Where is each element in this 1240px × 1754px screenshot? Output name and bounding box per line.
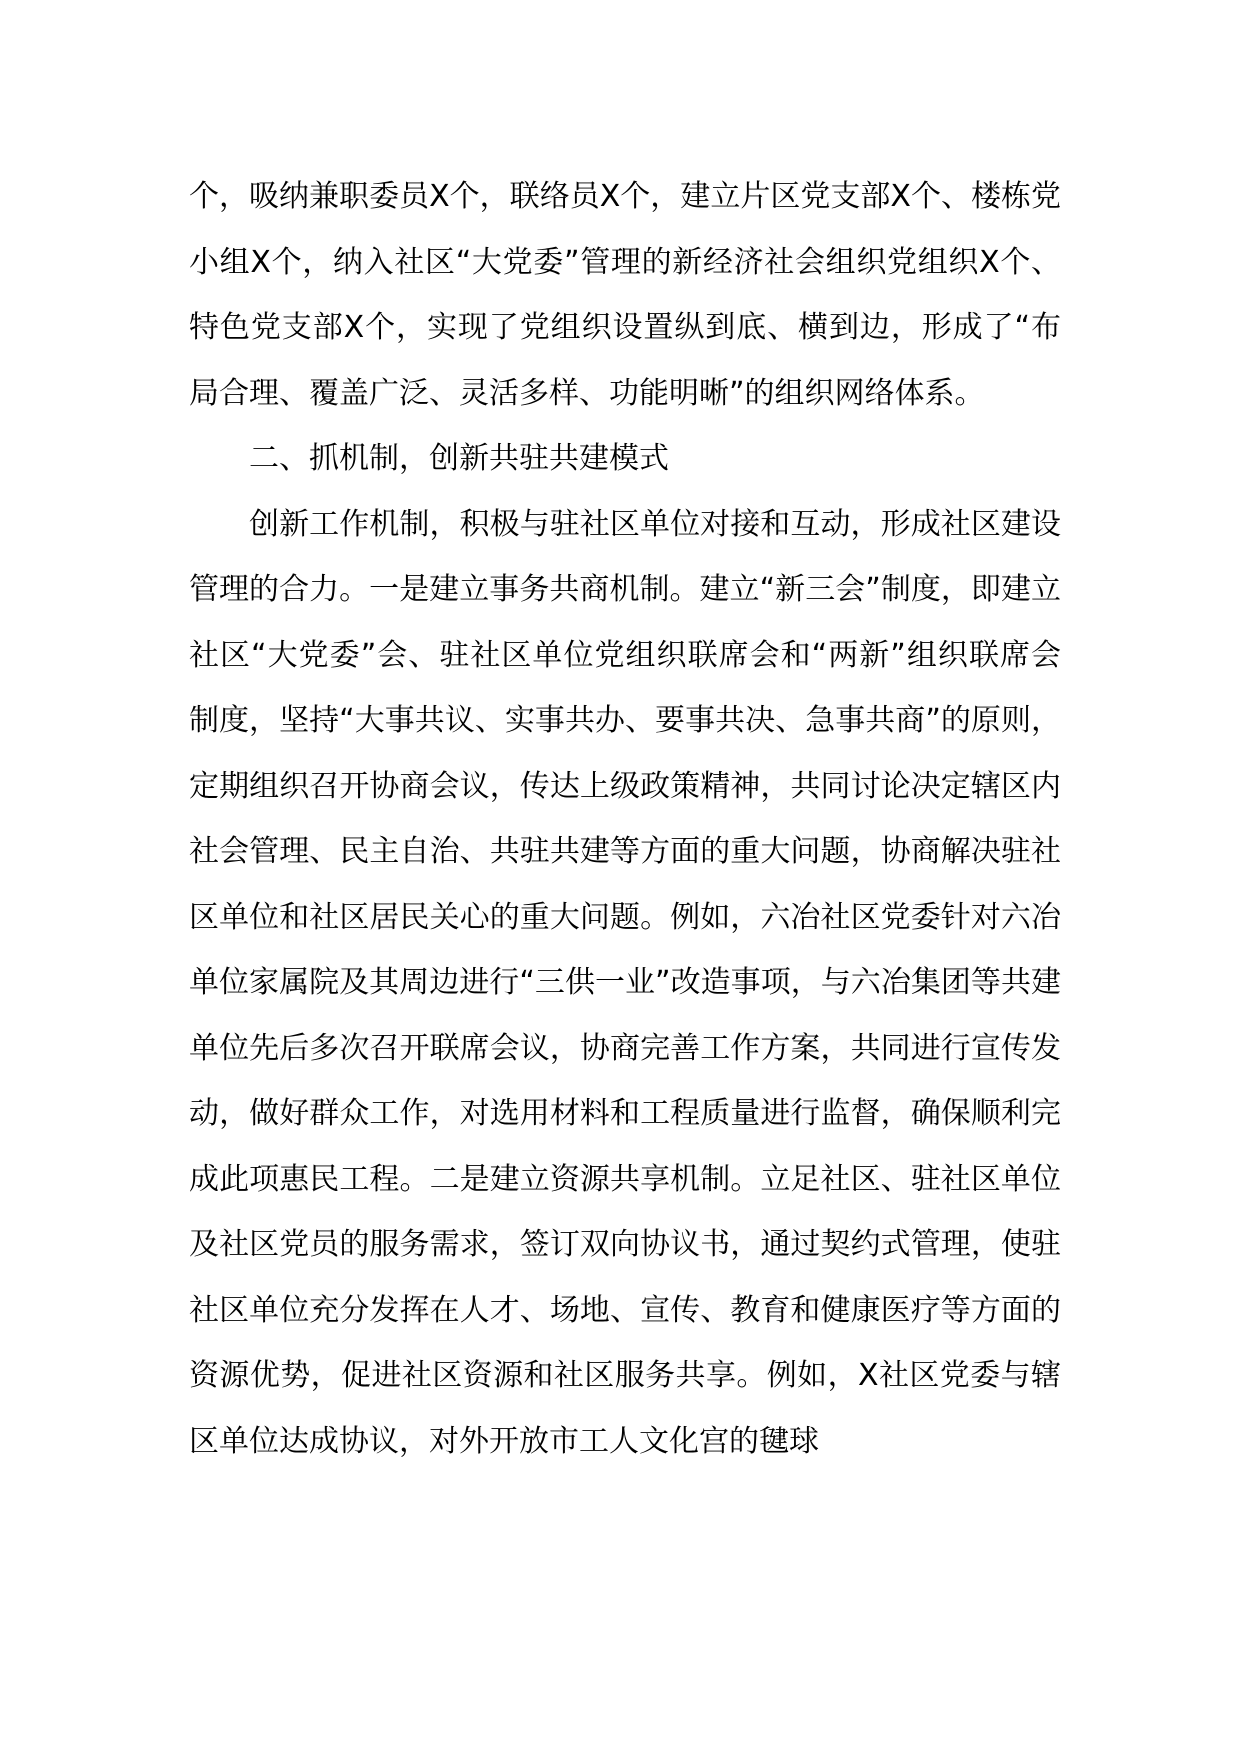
body-paragraph-1: 个，吸纳兼职委员X个，联络员X个，建立片区党支部X个、楼栋党小组X个，纳入社区“大党委”管理的新经济社会组织党组织X个、特色党支部X个，实现了党组织设置纵到底、横到边，形成了“布局合理、覆盖广泛、灵活多样、功能明晰”的组织网络体系。 <box>189 179 1061 411</box>
section-heading-2: 二、抓机制，创新共驻共建模式 <box>249 441 669 476</box>
body-paragraph-2: 创新工作机制，积极与驻社区单位对接和互动，形成社区建设管理的合力。一是建立事务共商机制。建立“新三会”制度，即建立社区“大党委”会、驻社区单位党组织联席会和“两新”组织联席会制度，坚持“大事共议、实事共办、要事共决、急事共商”的原则，定期组织召开协商会议，传达上级政策精神，共同讨论决定辖区内社会管理、民主自治、共驻共建等方面的重大问题，协商解决驻社区单位和社区居民关心的重大问题。例如，六冶社区党委针对六冶单位家属院及其周边进行“三供一业”改造事项，与六冶集团等共建单位先后多次召开联席会议，协商完善工作方案，共同进行宣传发动，做好群众工作，对选用材料和工程质量进行监督，确保顺利完成此项惠民工程。二是建立资源共享机制。立足社区、驻社区单位及社区党员的服务需求，签订双向协议书，通过契约式管理，使驻社区单位充分发挥在人才、场地、宣传、教育和健康医疗等方面的资源优势，促进社区资源和社区服务共享。例如，X社区党委与辖区单位达成协议，对外开放市工人文化宫的毽球 <box>189 506 1061 1459</box>
document-page <box>189 164 1061 1474</box>
